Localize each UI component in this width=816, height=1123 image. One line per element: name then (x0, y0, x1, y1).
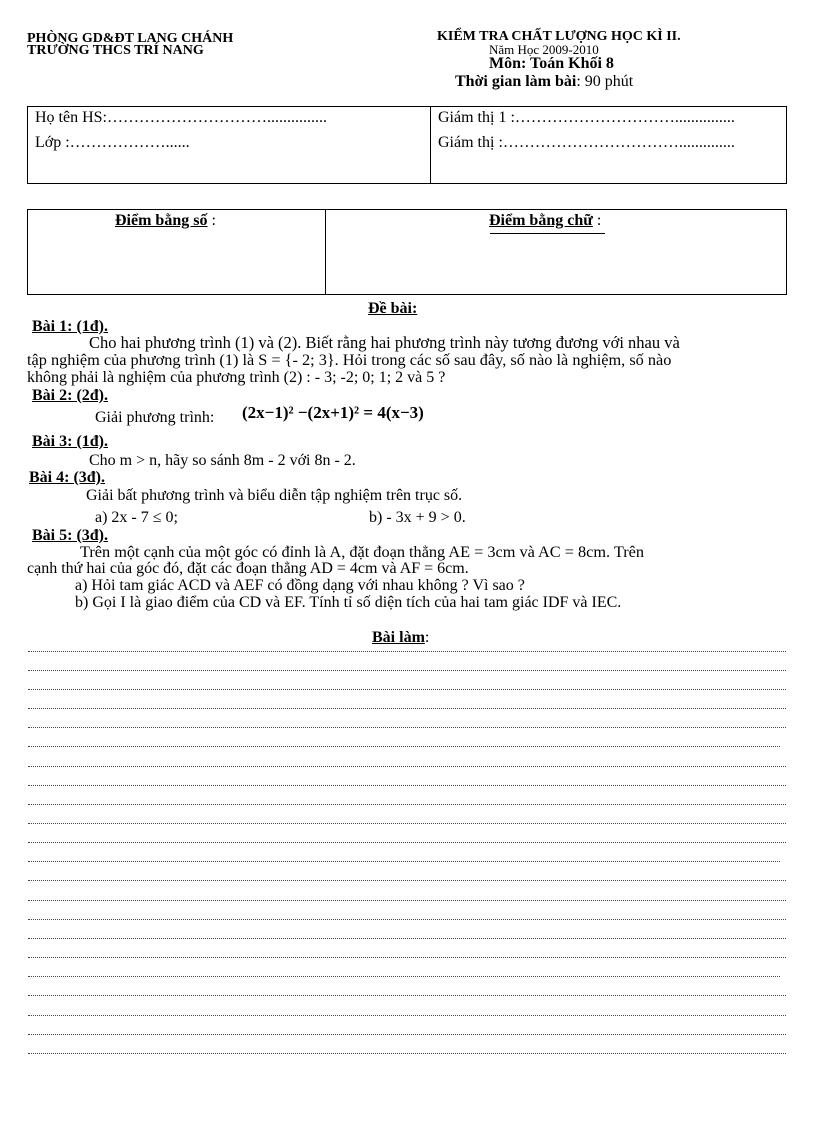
bai1-line3: không phải là nghiệm của phương trình (2) : - 3; -2; 0; 1; 2 và 5 ? (27, 369, 446, 386)
answer-line[interactable] (28, 823, 786, 824)
bai5-line1: Trên một cạnh của một góc có đỉnh là A, đặt đoạn thẳng AE = 3cm và AC = 8cm. Trên (80, 542, 645, 561)
bai5-part-b: b) Gọi I là giao điểm của CD và EF. Tính tỉ số diện tích của hai tam giác IDF và IEC. (75, 594, 622, 611)
bai4-part-b: b) - 3x + 9 > 0. (369, 509, 466, 526)
school-name: TRƯỜNG THCS TRÍ NANG (27, 43, 204, 58)
time-limit (455, 73, 633, 91)
problems-heading: Đề bài: (368, 300, 418, 317)
answer-line[interactable] (28, 861, 780, 862)
answer-heading: Bài làm: (372, 629, 430, 646)
score-box-divider (325, 209, 326, 295)
time-label: Thời gian làm bài (455, 73, 577, 90)
bai2-title: Bài 2: (2đ). (32, 387, 108, 404)
bai3-text: Cho m > n, hãy so sánh 8m - 2 với 8n - 2. (89, 452, 356, 469)
exam-title: KIỂM TRA CHẤT LƯỢNG HỌC KÌ II. (437, 29, 681, 44)
info-box-divider (430, 106, 431, 184)
bai4-text: Giải bất phương trình và biểu diễn tập nghiệm trên trục số. (86, 487, 463, 504)
score-number-label: Điểm bằng số (115, 212, 208, 229)
answer-line[interactable] (28, 766, 786, 767)
answer-line[interactable] (28, 670, 786, 671)
proctor-2-field[interactable]: Giám thị :…………………………….............. (438, 134, 735, 151)
student-name-field[interactable]: Họ tên HS:…………………………............... (35, 109, 327, 126)
bai1-title: Bài 1: (1đ). (32, 318, 108, 335)
score-words-label: Điểm bằng chữ (489, 212, 593, 229)
bai5-part-a: a) Hỏi tam giác ACD và AEF có đồng dạng với nhau không ? Vì sao ? (75, 577, 525, 594)
answer-line[interactable] (28, 785, 786, 786)
proctor-1-field[interactable]: Giám thị 1 :…………………………............... (438, 109, 735, 126)
answer-line[interactable] (28, 727, 786, 728)
answer-line[interactable] (28, 938, 786, 939)
bai5-line2: cạnh thứ hai của góc đó, đặt các đoạn thẳng AD = 4cm và AF = 6cm. (27, 560, 469, 577)
answer-heading-label: Bài làm (372, 629, 425, 646)
answer-line[interactable] (28, 880, 786, 881)
answer-line[interactable] (28, 957, 786, 958)
answer-line[interactable] (28, 1015, 786, 1016)
answer-line[interactable] (28, 651, 786, 652)
answer-line[interactable] (28, 746, 780, 747)
score-words-underline (490, 233, 605, 234)
bai4-title: Bài 4: (3đ). (29, 469, 105, 486)
answer-line[interactable] (28, 1053, 786, 1054)
subject-title: Môn: Toán Khối 8 (489, 55, 614, 72)
score-words-heading: Điểm bằng chữ : (489, 212, 602, 229)
answer-line[interactable] (28, 804, 786, 805)
bai4-part-a: a) 2x - 7 ≤ 0; (95, 509, 178, 526)
answer-line[interactable] (28, 976, 780, 977)
bai2-equation: (2x−1)² −(2x+1)² = 4(x−3) (242, 403, 424, 422)
bai1-line1: Cho hai phương trình (1) và (2). Biết rằng hai phương trình này tương đương với nhau và (89, 333, 680, 352)
score-number-heading: Điểm bằng số : (115, 212, 216, 229)
answer-line[interactable] (28, 842, 786, 843)
bai1-line2: tập nghiệm của phương trình (1) là S = {- 2; 3}. Hỏi trong các số sau đây, số nào là nghiệm, số nào (27, 350, 672, 369)
answer-line[interactable] (28, 995, 786, 996)
bai2-text: Giải phương trình: (95, 409, 215, 426)
answer-line[interactable] (28, 708, 786, 709)
answer-line[interactable] (28, 900, 786, 901)
school-year: Năm Học 2009-2010 (489, 42, 599, 57)
class-field[interactable]: Lớp :………………...... (35, 134, 190, 151)
answer-line[interactable] (28, 689, 786, 690)
bai3-title: Bài 3: (1đ). (32, 433, 108, 450)
bai5-title: Bài 5: (3đ). (32, 527, 108, 544)
time-value: : 90 phút (576, 73, 634, 90)
department-name: PHÒNG GD&ĐT LANG CHÁNH (27, 31, 234, 46)
answer-line[interactable] (28, 1034, 786, 1035)
answer-line[interactable] (28, 919, 786, 920)
